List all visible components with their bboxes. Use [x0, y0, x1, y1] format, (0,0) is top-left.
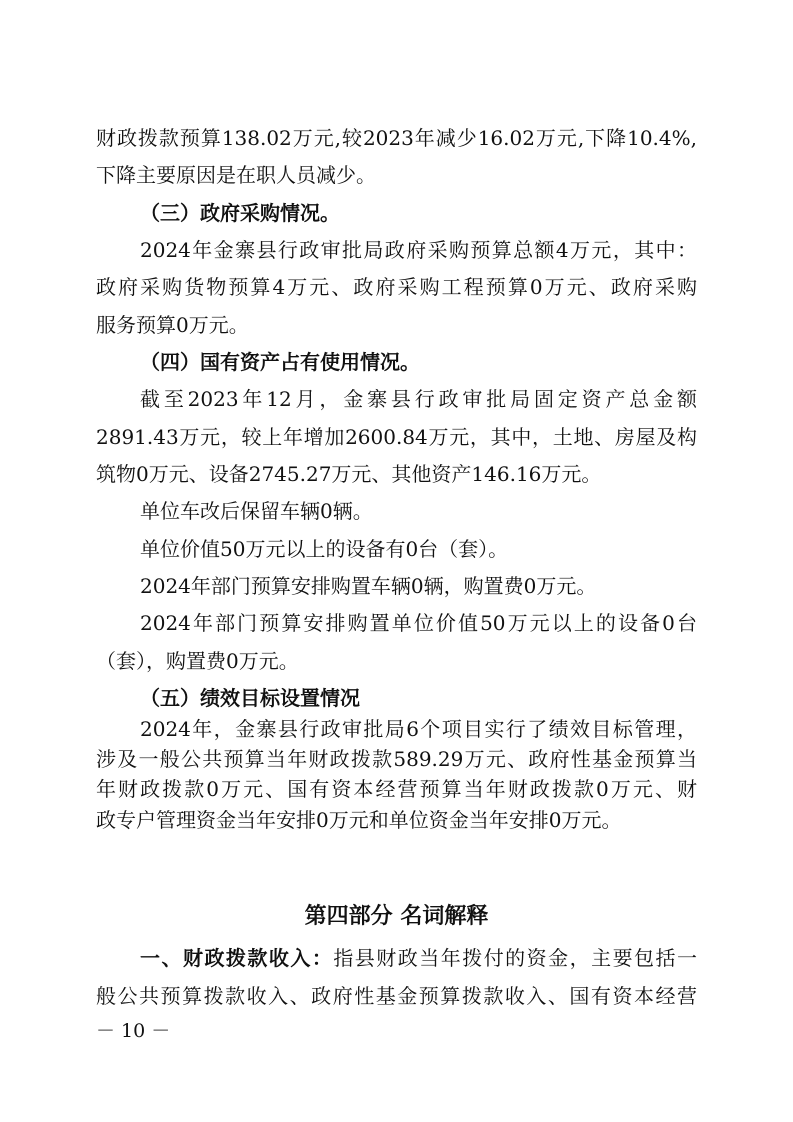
paragraph-line: 单位车改后保留车辆0辆。	[140, 499, 373, 523]
paragraph-line: 下降主要原因是在职人员减少。	[96, 163, 376, 187]
section-heading-performance-targets: （五）绩效目标设置情况	[140, 686, 360, 710]
paragraph-line: （套），购置费0万元。	[96, 649, 299, 673]
paragraph-line: 政专户管理资金当年安排0万元和单位资金当年安排0万元。	[96, 808, 622, 832]
paragraph-line: 截至2023年12月，金寨县行政审批局固定资产总金额	[140, 387, 697, 411]
paragraph-line: 2024年部门预算安排购置车辆0辆，购置费0万元。	[140, 574, 597, 598]
page-number: － 10 －	[96, 1020, 171, 1042]
paragraph-line: 2024年，金寨县行政审批局6个项目实行了绩效目标管理，	[140, 717, 697, 741]
paragraph-line: 2024年金寨县行政审批局政府采购预算总额4万元，其中：	[140, 238, 697, 262]
paragraph-line: 年财政拨款0万元、国有资本经营预算当年财政拨款0万元、财	[96, 777, 697, 801]
paragraph-line: 单位价值50万元以上的设备有0台（套）。	[140, 537, 509, 561]
paragraph-line: 筑物0万元、设备2745.27万元、其他资产146.16万元。	[96, 462, 602, 486]
definition-line: 般公共预算拨款收入、政府性基金预算拨款收入、国有资本经营	[96, 984, 697, 1008]
paragraph-line: 涉及一般公共预算当年财政拨款589.29万元、政府性基金预算当	[96, 747, 697, 771]
paragraph-line: 2024年部门预算安排购置单位价值50万元以上的设备0台	[140, 611, 697, 635]
definition-text: 指县财政当年拨付的资金，主要包括一	[333, 946, 697, 970]
section-heading-state-assets: （四）国有资产占有使用情况。	[140, 350, 420, 374]
part-title: 第四部分 名词解释	[304, 904, 489, 929]
definition-term: 一、财政拨款收入：	[140, 946, 334, 970]
definition-line	[140, 946, 697, 970]
section-heading-government-procurement: （三）政府采购情况。	[140, 201, 340, 225]
paragraph-line: 服务预算0万元。	[96, 313, 249, 337]
paragraph-line: 2891.43万元，较上年增加2600.84万元，其中，土地、房屋及构	[96, 425, 697, 449]
paragraph-line: 财政拨款预算138.02万元,较2023年减少16.02万元,下降10.4%,	[96, 126, 697, 150]
paragraph-line: 政府采购货物预算4万元、政府采购工程预算0万元、政府采购	[96, 275, 697, 299]
